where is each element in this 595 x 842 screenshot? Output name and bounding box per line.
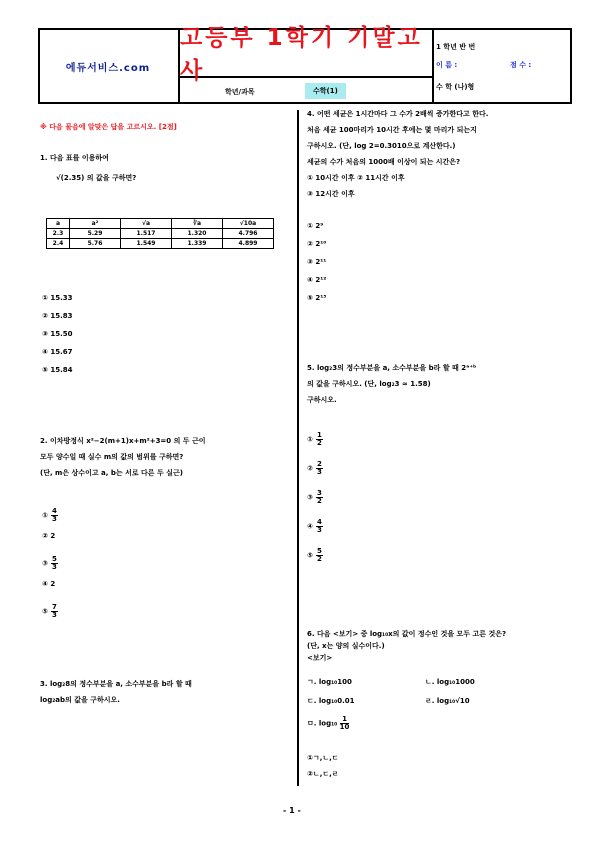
- q4-line: 구하시오. (단, log 2=0.3010으로 계산한다.): [307, 142, 456, 150]
- page-number: - 1 -: [283, 806, 301, 815]
- option-label: ⑤ 15.84: [42, 366, 73, 374]
- table-row: [47, 229, 274, 239]
- logo-box: [38, 28, 180, 104]
- q6-item-d: ㄹ. log₁₀√10: [425, 697, 470, 705]
- q5-line: 의 값을 구하시오. (단, log₂3 ≈ 1.58): [307, 380, 431, 388]
- fraction-denominator: 3: [51, 563, 57, 571]
- option-item[interactable]: [307, 240, 326, 248]
- info-line-3: 점 수 :: [510, 61, 532, 69]
- option-item[interactable]: [307, 432, 323, 447]
- option-label: ①: [307, 435, 313, 444]
- info-line-2: 이 름 :: [436, 61, 458, 69]
- fraction-numerator: 2: [316, 460, 322, 468]
- q6-item-e-frac: [340, 716, 350, 731]
- notice: ※ 다음 물음에 알맞은 답을 고르시오. [2점]: [40, 123, 177, 131]
- q6-line: 6. 다음 <보기> 중 log₁₀x의 값이 정수인 것을 모두 고른 것은?: [307, 630, 507, 638]
- q6-item-c: ㄷ. log₁₀0.01: [307, 697, 355, 705]
- table-header-cell: a: [47, 219, 70, 229]
- option-item[interactable]: [42, 508, 58, 523]
- fraction-denominator: 3: [316, 468, 322, 476]
- option-label: ⑤ 2¹³: [307, 294, 327, 302]
- q4-line: ① 10시간 이후 ② 11시간 이후: [307, 174, 405, 182]
- q1-expr: [56, 172, 136, 185]
- option-fraction: [316, 519, 323, 534]
- option-item[interactable]: [307, 276, 326, 284]
- fraction-numerator: 4: [316, 518, 322, 526]
- fraction-numerator: 5: [51, 555, 57, 563]
- table-cell: 1.517: [121, 229, 172, 239]
- q1-stem: 1. 다음 표를 이용하여: [40, 154, 109, 162]
- q1-table: [46, 218, 274, 249]
- option-label: ② 2¹⁰: [307, 240, 327, 248]
- option-item[interactable]: [307, 258, 326, 266]
- option-label: ② 15.83: [42, 312, 73, 320]
- table-header-cell: √a: [121, 219, 172, 229]
- option-fraction: [316, 461, 323, 476]
- fraction-denominator: 3: [51, 611, 57, 619]
- table-cell: 2.3: [47, 229, 70, 239]
- q3-line-1: 3. log₂8의 정수부분을 a, 소수부분을 b라 할 때: [40, 680, 192, 688]
- q4-line: 4. 어떤 세균은 1시간마다 그 수가 2배씩 증가한다고 한다.: [307, 110, 489, 118]
- option-item[interactable]: [42, 294, 73, 302]
- option-item[interactable]: [42, 532, 55, 540]
- q3-line-2: log₂ab의 값을 구하시오.: [40, 696, 120, 704]
- info-line-1: 1 학년 반 번: [436, 43, 476, 51]
- option-item[interactable]: [307, 294, 326, 302]
- option-item[interactable]: [307, 519, 323, 534]
- column-divider: [297, 110, 299, 786]
- table-cell: 2.4: [47, 239, 70, 249]
- option-label: ①: [42, 511, 48, 520]
- q6-line: (단, x는 양의 실수이다.): [307, 642, 385, 650]
- option-fraction: [51, 508, 58, 523]
- option-item[interactable]: [42, 604, 58, 619]
- table-cell: 5.29: [70, 229, 121, 239]
- option-item[interactable]: [42, 366, 73, 374]
- option-item[interactable]: [42, 312, 73, 320]
- option-label: ④ 15.67: [42, 348, 73, 356]
- q6-frac-num: 1: [340, 716, 350, 724]
- option-label: ④ 2¹²: [307, 276, 327, 284]
- option-label: ③: [307, 493, 313, 502]
- q6-item-b: ㄴ. log₁₀1000: [425, 678, 475, 686]
- option-item[interactable]: [42, 348, 73, 356]
- table-header-cell: ∛a: [172, 219, 223, 229]
- option-item[interactable]: [307, 461, 323, 476]
- option-label: ②: [307, 464, 313, 473]
- option-fraction: [316, 432, 323, 447]
- option-item[interactable]: [42, 580, 55, 588]
- q6-answer-2: ②ㄴ,ㄷ,ㄹ: [307, 770, 339, 778]
- q4-line: ③ 12시간 이후: [307, 190, 355, 198]
- fraction-numerator: 5: [316, 547, 322, 555]
- option-label: ① 2⁹: [307, 222, 324, 230]
- table-row: [47, 219, 274, 229]
- option-item[interactable]: [307, 222, 323, 230]
- option-label: ② 2: [42, 532, 56, 540]
- option-label: ⑤: [307, 551, 313, 560]
- logo: 에듀서비스.com: [65, 62, 151, 74]
- subtitle-box: [180, 78, 434, 104]
- option-label: ③: [42, 559, 48, 568]
- option-label: ④ 2: [42, 580, 56, 588]
- option-fraction: [51, 604, 58, 619]
- q6-item-e-label: ㅁ. log₁₀: [307, 719, 338, 728]
- q5-line: 구하시오.: [307, 396, 337, 404]
- table-cell: 1.320: [172, 229, 223, 239]
- option-item[interactable]: [307, 490, 323, 505]
- table-cell: 5.76: [70, 239, 121, 249]
- fraction-denominator: 3: [316, 526, 322, 534]
- fraction-numerator: 1: [316, 431, 322, 439]
- option-label: ④: [307, 522, 313, 531]
- subtitle-left: 학년/과목: [225, 88, 255, 96]
- option-fraction: [316, 490, 323, 505]
- option-label: ③ 2¹¹: [307, 258, 327, 266]
- q6-item-a: ㄱ. log₁₀100: [307, 678, 352, 686]
- q6-item-e: [307, 716, 349, 731]
- q4-line: 처음 세균 100마리가 10시간 후에는 몇 마리가 되는지: [307, 126, 477, 134]
- table-cell: 1.339: [172, 239, 223, 249]
- q1-expr-a: √(2.35): [56, 174, 85, 182]
- option-item[interactable]: [42, 330, 73, 338]
- option-fraction: [51, 556, 58, 571]
- fraction-denominator: 2: [316, 497, 322, 505]
- q5-line: 5. log₂3의 정수부분을 a, 소수부분을 b라 할 때 2ᵃ⁺ᵇ: [307, 364, 477, 372]
- q2-line-1: 2. 이차방정식 x²−2(m+1)x+m²+3=0 의 두 근이: [40, 437, 206, 445]
- info-line-4: 수 학 (나)형: [436, 83, 475, 91]
- table-cell: 1.549: [121, 239, 172, 249]
- q6-answer-1: ①ㄱ,ㄴ,ㄷ: [307, 754, 339, 762]
- q4-line: 세균의 수가 처음의 1000배 이상이 되는 시간은?: [307, 158, 461, 166]
- fraction-denominator: 3: [51, 515, 57, 523]
- table-header-cell: a²: [70, 219, 121, 229]
- q1-expr-b: 의 값을 구하면?: [86, 174, 137, 182]
- option-label: ① 15.33: [42, 294, 73, 302]
- option-label: ⑤: [42, 607, 48, 616]
- table-row: [47, 239, 274, 249]
- fraction-denominator: 2: [316, 555, 322, 563]
- exam-title: 고등부 1학기 기말고사: [180, 25, 423, 84]
- option-fraction: [316, 548, 323, 563]
- fraction-numerator: 4: [51, 507, 57, 515]
- table-cell: 4.899: [223, 239, 274, 249]
- fraction-denominator: 2: [316, 439, 322, 447]
- q2-line-3: (단, m은 상수이고 a, b는 서로 다른 두 실근): [40, 469, 183, 477]
- q6-frac-den: 10: [339, 723, 350, 731]
- table-cell: 4.796: [223, 229, 274, 239]
- subtitle-right: 수학(1): [305, 83, 346, 99]
- option-label: ③ 15.50: [42, 330, 73, 338]
- q2-line-2: 모두 양수일 때 실수 m의 값의 범위를 구하면?: [40, 453, 184, 461]
- table-header-cell: √10a: [223, 219, 274, 229]
- option-item[interactable]: [42, 556, 58, 571]
- fraction-numerator: 3: [316, 489, 322, 497]
- fraction-numerator: 7: [51, 603, 57, 611]
- title-box: [180, 25, 434, 84]
- q6-line: <보기>: [307, 654, 333, 662]
- option-item[interactable]: [307, 548, 323, 563]
